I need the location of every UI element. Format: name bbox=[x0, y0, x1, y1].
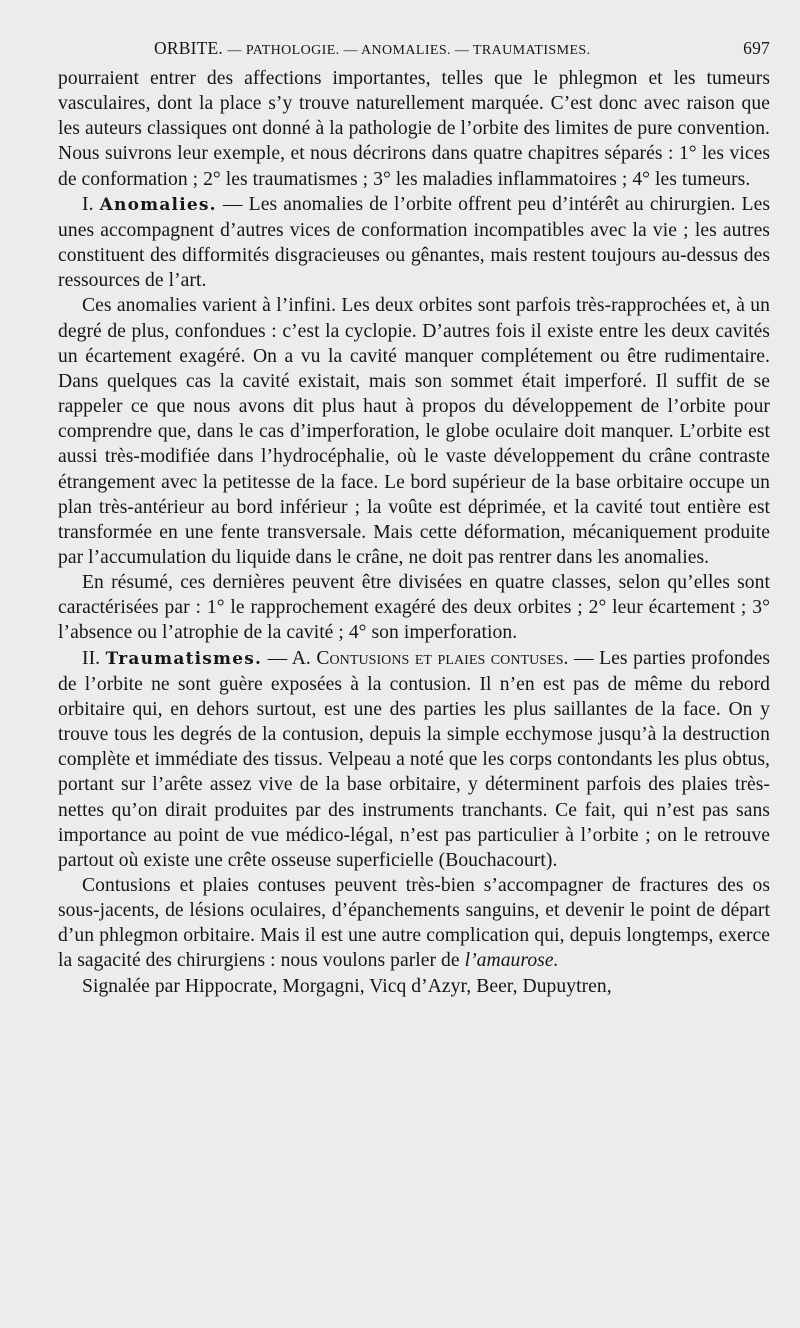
paragraph-complications-text: Contusions et plaies contuses peuvent très-bien s’accompagner de fractures des os sous-jacents, de lésions oculaires, d’épanchements sanguins, et devenir le point de départ d’un phlegmon orbitaire. Mais il est une autre complication qui, depuis longtemps, exerce la sagacité des chirurgiens : nous voulons parler de bbox=[58, 875, 770, 972]
paragraph-traumatismes-text: — Les parties profondes de l’orbite ne sont guère exposées à la contusion. Il n’en est pas de même du rebord orbitaire qui, en dehors surtout, est une des parties les plus saillantes de la face. On y trouve tous les degrés de la contusion, depuis la simple ecchymose jusqu’à la destruction complète et immédiate des tissus. Velpeau a noté que les corps contondants les plus obtus, portant sur l’arête assez vive de la base orbitaire, y déterminent parfois des plaies très-nettes qu’on dirait produites par des instruments tranchants. Ce fait, qui n’est pas sans importance au point de vue médico-légal, n’est pas particulier à l’orbite ; on le retrouve partout où existe une crête osseuse superficielle (Bouchacourt). bbox=[58, 647, 771, 871]
paragraph-anomalies-text: — Les anomalies de l’orbite offrent peu d’intérêt au chirurgien. Les unes accompagnent d’autres vices de conformation incompatibles avec la vie ; les autres constituent des difformités disgracieuses ou gênantes, mais restent toujours au-dessus des ressources de l’art. bbox=[58, 193, 770, 292]
paragraph-signalee: Signalée par Hippocrate, Morgagni, Vicq d’Azyr, Beer, Dupuytren, bbox=[82, 975, 612, 997]
running-head-lead: ORBITE. bbox=[154, 38, 223, 58]
subsection-heading-contusions: Contusions et plaies contuses. bbox=[316, 647, 569, 669]
section-heading-traumatismes: Traumatismes. bbox=[105, 648, 263, 669]
term-amaurose: l’amaurose. bbox=[464, 950, 559, 972]
running-head bbox=[58, 36, 770, 66]
paragraph-traumatismes bbox=[58, 646, 770, 873]
section-number-1: I. bbox=[82, 193, 94, 215]
paragraph-complications bbox=[58, 873, 770, 974]
paragraph-continuation: pourraient entrer des affections importantes, telles que le phlegmon et les tumeurs vasculaires, dont la place s’y trouve naturellement marquée. C’est donc avec raison que les auteurs classiques ont donné à la pathologie de l’orbite des limites de pure convention. Nous suivrons leur exemple, et nous décrirons dans quatre chapitres séparés : 1° les vices de conformation ; 2° les traumatismes ; 3° les maladies inflammatoires ; 4° les tumeurs. bbox=[58, 68, 770, 190]
section-heading-anomalies: Anomalies. bbox=[99, 194, 217, 215]
paragraph-summary: En résumé, ces dernières peuvent être divisées en quatre classes, selon qu’elles sont caractérisées par : 1° le rapprochement exagéré des deux orbites ; 2° leur écartement ; 3° l’absence ou l’atrophie de la cavité ; 4° son imperforation. bbox=[58, 572, 770, 644]
paragraph-anomalies bbox=[58, 192, 770, 294]
running-head-title bbox=[154, 36, 590, 63]
section-number-2: II. bbox=[82, 647, 101, 669]
body-text bbox=[58, 66, 770, 999]
running-head-rest: — PATHOLOGIE. — ANOMALIES. — TRAUMATISMES. bbox=[227, 43, 591, 58]
paragraph-anomalies-varieties: Ces anomalies varient à l’infini. Les deux orbites sont parfois très-rapprochées et, à un degré de plus, confondues : c’est la cyclopie. D’autres fois il existe entre les deux cavités un écartement exagéré. On a vu la cavité manquer complétement ou être rudimentaire. Dans quelques cas la cavité existait, mais son sommet était imperforé. Il suffit de se rappeler ce que nous avons dit plus haut à propos du développement de l’orbite pour comprendre que, dans le cas d’imperforation, le globe oculaire doit manquer. L’orbite est aussi très-modifiée dans l’hydrocéphalie, où le vaste développement du crâne contraste étrangement avec la petitesse de la face. Le bord supérieur de la base orbitaire occupe un plan très-antérieur au bord inférieur ; la voûte est déprimée, et la cavité tout entière est transformée en une fente transversale. Mais cette déformation, mécaniquement produite par l’accumulation du liquide dans le crâne, ne doit pas rentrer dans les anomalies. bbox=[58, 295, 770, 568]
page-number: 697 bbox=[743, 38, 770, 58]
subsection-prefix: — A. bbox=[262, 647, 317, 669]
